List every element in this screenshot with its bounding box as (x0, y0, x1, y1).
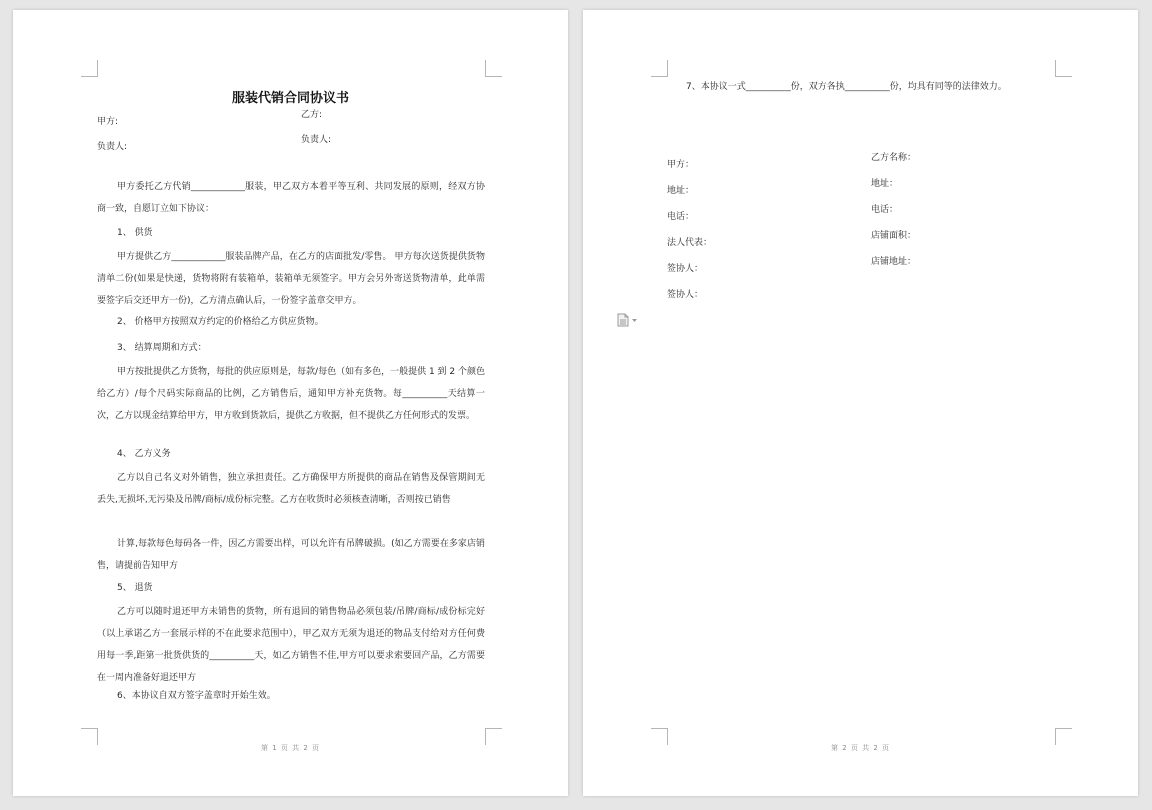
section-1-body: 甲方提供乙方____________服装品牌产品，在乙方的店面批发/零售。 甲方每次送货提供货物清单二份(如果是快递，货物将附有装箱单，装箱单无须签字。甲方会另外寄送货物清单，此单需要签字后交还甲方一份)，乙方清点确认后，一份签字盖章交甲方。 (97, 252, 485, 306)
margin-mark-top-left (651, 60, 668, 77)
document-page-2[interactable] (583, 10, 1138, 796)
section-4-heading: 4、 乙方义务 (117, 449, 171, 459)
party-b-label: 乙方: (301, 110, 323, 120)
section-5-body: 乙方可以随时退还甲方未销售的货物，所有退回的销售物品必须包装/吊牌/商标/成份标完好（以上承诺乙方一套展示样的不在此要求范围中），甲乙双方无须为退还的物品支付给对方任何费用每一季,距第一批货供货的__________天，如乙方销售不佳,甲方可以要求索要回产品，乙方需要在一周内准备好退还甲方 (97, 607, 485, 683)
margin-mark-top-right (1055, 60, 1072, 77)
page-number-footer: 第 1 页 共 2 页 (260, 744, 321, 752)
field-phone-a: 电话： (667, 212, 695, 222)
document-page-1[interactable] (13, 10, 568, 796)
section-7: 7、本协议一式__________份，双方各执__________份，均具有同等的法律效力。 (686, 82, 1007, 92)
field-signer-2: 签协人： (667, 290, 704, 300)
section-5-heading: 5、 退货 (117, 583, 153, 593)
field-signer-1: 签协人： (667, 264, 704, 274)
section-3-body: 甲方按批提供乙方货物，每批的供应原则是，每款/每色（如有多色，一般提供 1 到 2 个颜色给乙方）/每个尺码实际商品的比例，乙方销售后，通知甲方补充货物。每__________天结算一次，乙方以现金结算给甲方，甲方收到货款后，提供乙方收据，但不提供乙方任何形式的发票。 (97, 367, 485, 421)
manager-b-label: 负责人: (301, 135, 332, 145)
section-6: 6、本协议自双方签字盖章时开始生效。 (117, 691, 276, 701)
section-1-heading: 1、 供货 (117, 228, 153, 238)
field-store-area: 店铺面积： (871, 231, 917, 241)
margin-mark-top-left (81, 60, 98, 77)
margin-mark-top-right (485, 60, 502, 77)
field-party-b-name: 乙方名称： (871, 153, 917, 163)
section-3-heading: 3、 结算周期和方式： (117, 343, 207, 353)
section-4-body-2: 计算,每款每色每码各一件，因乙方需要出样，可以允许有吊牌破损。(如乙方需要在多家店销售，请提前告知甲方 (97, 539, 485, 571)
page-number-footer: 第 2 页 共 2 页 (830, 744, 891, 752)
section-4-body-1: 乙方以自己名义对外销售，独立承担责任。乙方确保甲方所提供的商品在销售及保管期间无丢失,无损坏,无污染及吊牌/商标/成份标完整。乙方在收货时必须核查清晰，否则按已销售 (97, 473, 485, 505)
paste-options-icon[interactable] (617, 312, 633, 326)
field-legal-rep: 法人代表： (667, 238, 713, 248)
party-a-label: 甲方: (97, 117, 119, 127)
field-phone-b: 电话： (871, 205, 899, 215)
field-address-a: 地址： (667, 186, 695, 196)
intro-paragraph: 甲方委托乙方代销____________服装，甲乙双方本着平等互利、共同发展的原则，经双方协商一致，自愿订立如下协议： (97, 182, 485, 214)
field-store-address: 店铺地址： (871, 257, 917, 267)
field-address-b: 地址： (871, 179, 899, 189)
section-2-heading: 2、 价格甲方按照双方约定的价格给乙方供应货物。 (117, 317, 324, 327)
field-party-a: 甲方： (667, 160, 695, 170)
document-title: 服装代销合同协议书 (231, 91, 349, 106)
manager-a-label: 负责人: (97, 142, 128, 152)
